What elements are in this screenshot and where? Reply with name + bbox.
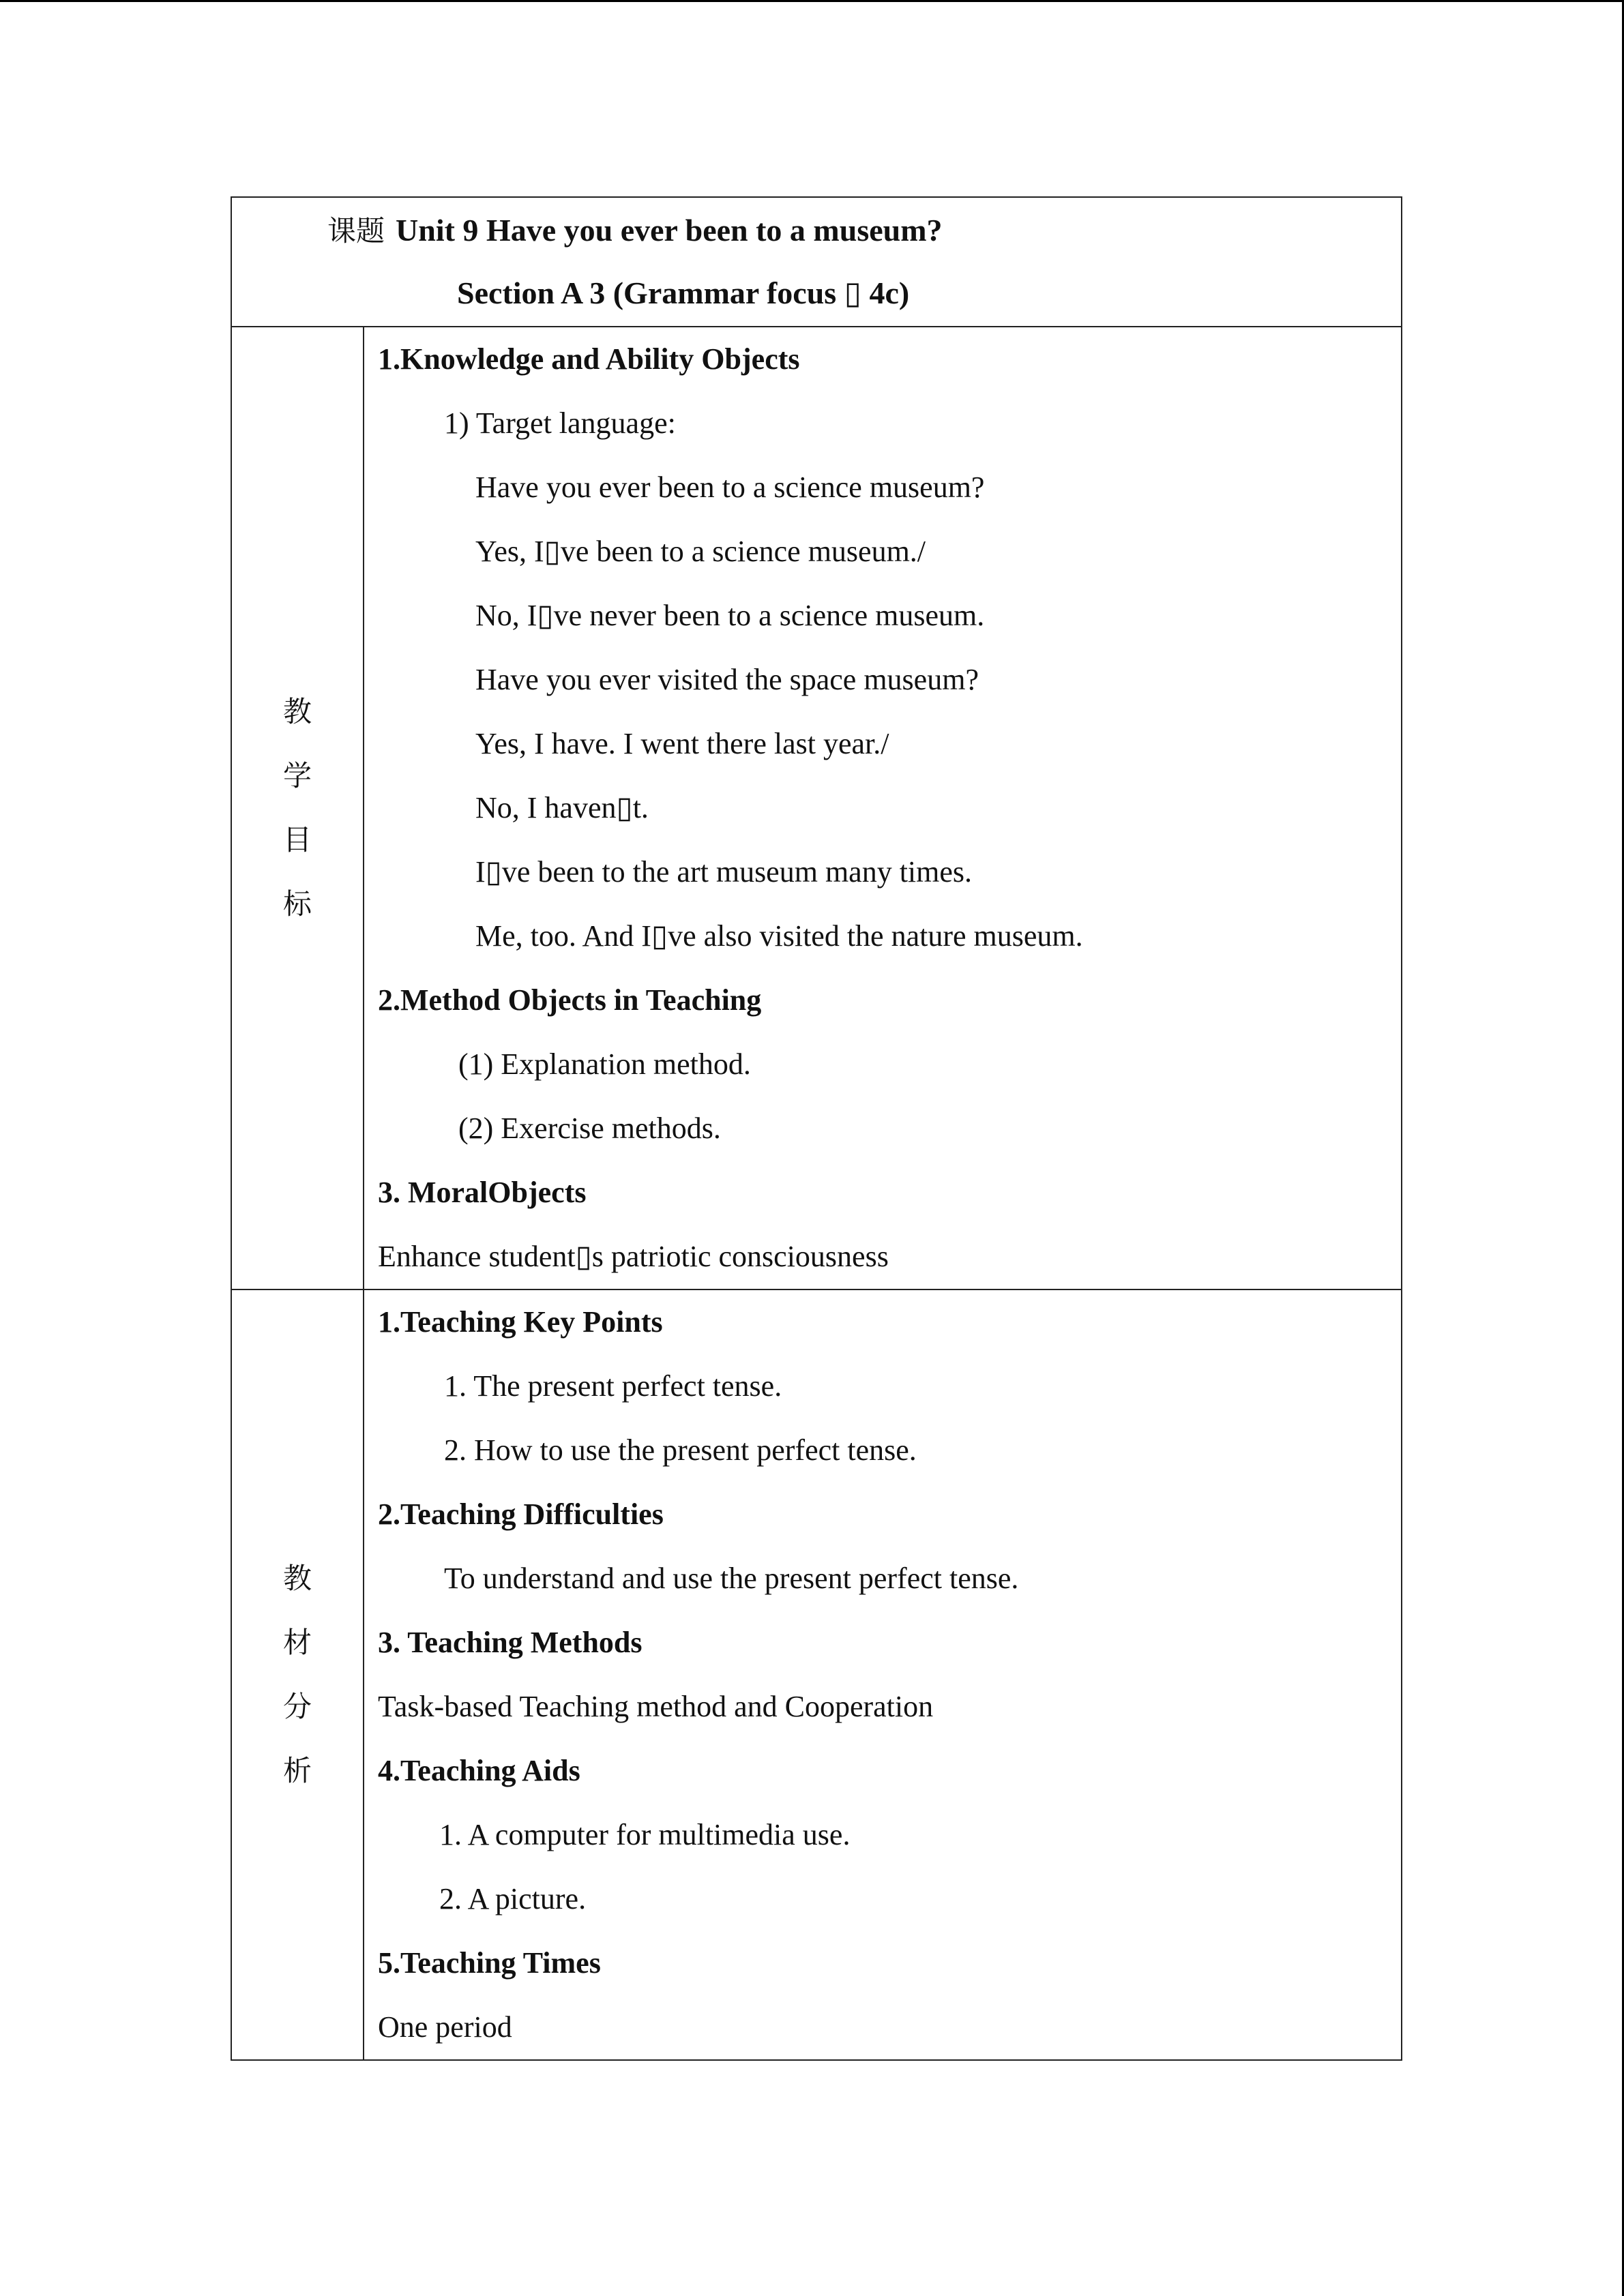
side-char: 析 (282, 1754, 312, 1787)
section-heading: 4.Teaching Aids (378, 1754, 580, 1787)
title-row (231, 197, 1402, 327)
content-line: 2. How to use the present perfect tense. (444, 1433, 917, 1467)
section-heading: 5.Teaching Times (378, 1946, 601, 1980)
lesson-title (327, 210, 943, 252)
content-line: Have you ever visited the space museum? (475, 663, 979, 696)
page-top-border (0, 0, 1624, 2)
analysis-content (364, 1289, 1402, 2060)
side-char: 分 (282, 1690, 312, 1723)
section-heading: 2.Teaching Difficulties (378, 1497, 664, 1531)
content-line: 1. The present perfect tense. (444, 1369, 782, 1403)
content-line: (1) Explanation method. (458, 1047, 751, 1081)
content-line: Yes, I▯ve been to a science museum./ (475, 535, 926, 568)
objectives-content (364, 327, 1402, 1289)
content-line: One period (378, 2010, 512, 2044)
content-line: Have you ever been to a science museum? (475, 471, 985, 504)
content-line: (2) Exercise methods. (458, 1112, 721, 1145)
side-char: 目 (282, 823, 312, 856)
lesson-plan-table (231, 196, 1402, 2061)
content-line: Enhance student▯s patriotic consciousness (378, 1240, 889, 1273)
title-label: 课题 (327, 214, 385, 248)
unit-title: Unit 9 Have you ever been to a museum? (396, 213, 943, 248)
section-title: Section A 3 (Grammar focus ▯ 4c) (457, 275, 910, 310)
content-line: 2. A picture. (439, 1882, 587, 1915)
content-line: Me, too. And I▯ve also visited the nature museum. (475, 919, 1083, 953)
side-char: 标 (282, 887, 312, 921)
section-heading: 1.Knowledge and Ability Objects (378, 342, 800, 376)
content-line: Yes, I have. I went there last year./ (475, 727, 889, 760)
title-cell (231, 197, 1402, 327)
objectives-row (231, 327, 1402, 1289)
content-line: I▯ve been to the art museum many times. (475, 855, 973, 889)
content-line: Task-based Teaching method and Cooperation (378, 1690, 934, 1723)
analysis-row (231, 1289, 1402, 2060)
objectives-side-label (231, 327, 364, 1289)
section-heading: 3. MoralObjects (378, 1176, 587, 1209)
side-char: 教 (282, 695, 312, 728)
side-char: 材 (282, 1626, 312, 1659)
side-char: 教 (282, 1562, 312, 1595)
content-line: No, I haven▯t. (475, 791, 649, 824)
content-line: To understand and use the present perfect tense. (444, 1562, 1019, 1595)
content-line: No, I▯ve never been to a science museum. (475, 599, 985, 632)
section-heading: 3. Teaching Methods (378, 1626, 643, 1659)
analysis-side-label (231, 1289, 364, 2060)
content-line: 1. A computer for multimedia use. (439, 1818, 851, 1851)
side-char: 学 (282, 759, 312, 792)
section-heading: 2.Method Objects in Teaching (378, 983, 762, 1017)
section-heading: 1.Teaching Key Points (378, 1305, 663, 1339)
content-line: 1) Target language: (444, 406, 676, 440)
